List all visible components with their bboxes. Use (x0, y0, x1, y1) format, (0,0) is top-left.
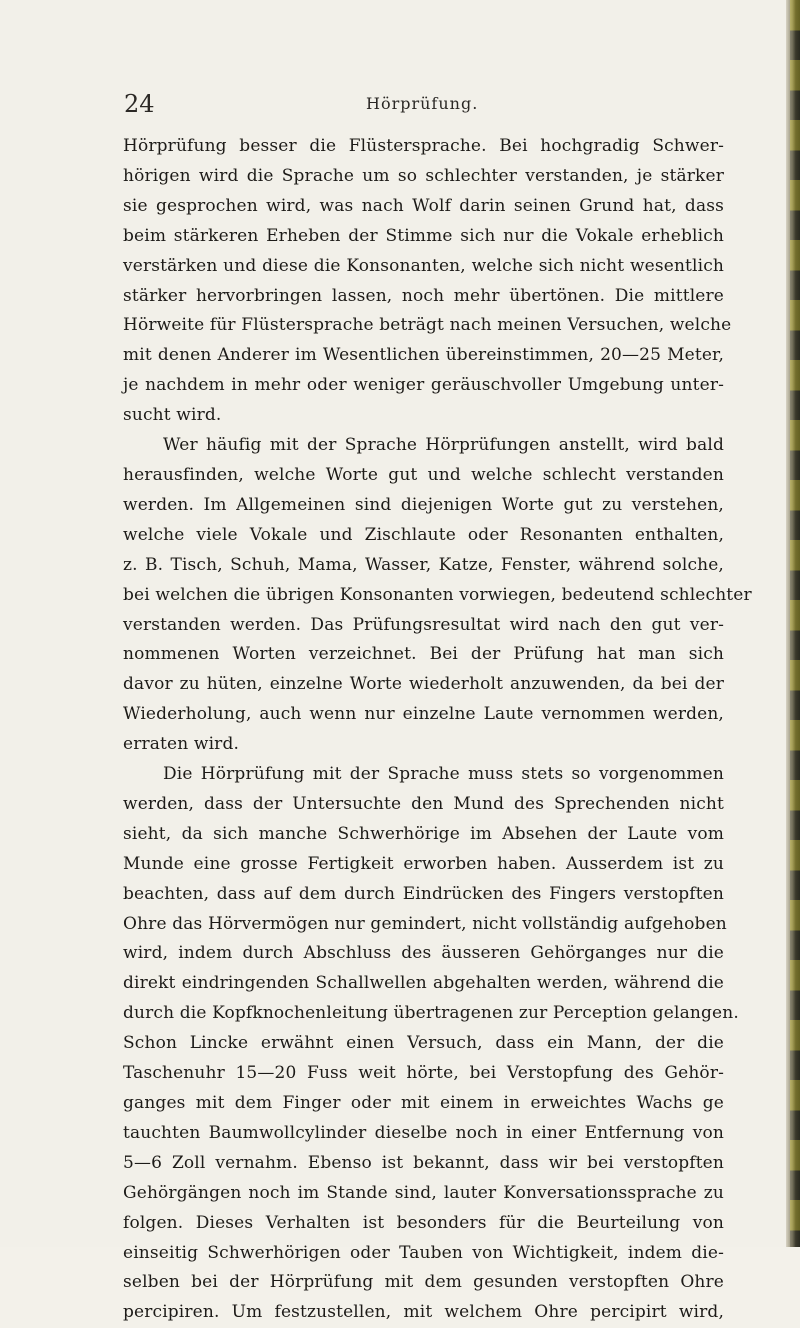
text-line: folgen. Dieses Verhalten ist besonders für die Beurteilung von (123, 1212, 724, 1233)
text-line: beim stärkeren Erheben der Stimme sich nur die Vokale erheblich (123, 225, 724, 246)
text-line: Gehörgängen noch im Stande sind, lauter Konversationssprache zu (123, 1182, 724, 1203)
text-line: Ohre das Hörvermögen nur gemindert, nicht vollständig aufgehoben (123, 913, 727, 934)
body-text (123, 132, 752, 1328)
text-line: beachten, dass auf dem durch Eindrücken des Fingers verstopften (123, 883, 724, 904)
text-line: mit denen Anderer im Wesentlichen übereinstimmen, 20—25 Meter, (123, 345, 724, 366)
text-line: 5—6 Zoll vernahm. Ebenso ist bekannt, dass wir bei verstopften (123, 1152, 724, 1173)
text-line: werden. Im Allgemeinen sind diejenigen Worte gut zu verstehen, (123, 494, 724, 515)
text-line: Wer häufig mit der Sprache Hörprüfungen anstellt, wird bald (163, 435, 724, 456)
text-line: herausfinden, welche Worte gut und welche schlecht verstanden (123, 464, 724, 485)
page-header (124, 88, 724, 122)
text-line: welche viele Vokale und Zischlaute oder Resonanten enthalten, (123, 524, 724, 545)
text-line: ganges mit dem Finger oder mit einem in erweichtes Wachs ge (123, 1093, 724, 1113)
text-line: davor zu hüten, einzelne Worte wiederholt anzuwenden, da bei der (123, 674, 724, 695)
text-line: bei welchen die übrigen Konsonanten vorwiegen, bedeutend schlechter (123, 584, 752, 605)
page-edge-tint (790, 0, 800, 1247)
text-line: einseitig Schwerhörigen oder Tauben von Wichtigkeit, indem die- (123, 1242, 724, 1263)
text-line: Schon Lincke erwähnt einen Versuch, dass ein Mann, der die (123, 1033, 724, 1054)
text-line: nommenen Worten verzeichnet. Bei der Prüfung hat man sich (123, 644, 724, 665)
text-line: sieht, da sich manche Schwerhörige im Absehen der Laute vom (123, 823, 724, 844)
text-line: sie gesprochen wird, was nach Wolf darin seinen Grund hat, dass (123, 195, 724, 216)
text-line: verstanden werden. Das Prüfungsresultat wird nach den gut ver- (123, 614, 724, 635)
text-line: je nachdem in mehr oder weniger geräuschvoller Umgebung unter- (123, 375, 724, 396)
text-line: Hörweite für Flüstersprache beträgt nach meinen Versuchen, welche (123, 315, 732, 336)
text-line: wird, indem durch Abschluss des äusseren Gehörganges nur die (123, 943, 724, 964)
text-line: direkt eindringenden Schallwellen abgehalten werden, während die (123, 973, 724, 994)
text-line: tauchten Baumwollcylinder dieselbe noch in einer Entfernung von (123, 1122, 724, 1143)
text-line: durch die Kopfknochenleitung übertragenen zur Perception gelangen. (123, 1003, 739, 1024)
text-line: percipiren. Um festzustellen, mit welchem Ohre percipirt wird, (123, 1302, 724, 1323)
running-head: Hörprüfung. (366, 94, 479, 113)
text-line: z. B. Tisch, Schuh, Mama, Wasser, Katze, Fenster, während solche, (123, 554, 724, 575)
text-line: verstärken und diese die Konsonanten, welche sich nicht wesentlich (123, 255, 724, 276)
page-number: 24 (124, 90, 155, 118)
text-line: Die Hörprüfung mit der Sprache muss stets so vorgenommen (163, 764, 724, 785)
text-line: sucht wird. (123, 405, 222, 426)
text-line: Hörprüfung besser die Flüstersprache. Bei hochgradig Schwer- (123, 136, 724, 156)
text-line: Taschenuhr 15—20 Fuss weit hörte, bei Verstopfung des Gehör- (123, 1063, 724, 1084)
text-line: erraten wird. (123, 734, 240, 755)
text-line: selben bei der Hörprüfung mit dem gesunden verstopften Ohre (123, 1272, 724, 1293)
text-line: Munde eine grosse Fertigkeit erworben haben. Ausserdem ist zu (123, 853, 724, 874)
text-line: stärker hervorbringen lassen, noch mehr übertönen. Die mittlere (123, 285, 724, 306)
text-line: Wiederholung, auch wenn nur einzelne Laute vernommen werden, (123, 704, 724, 725)
text-line: hörigen wird die Sprache um so schlechter verstanden, je stärker (123, 165, 724, 186)
text-line: werden, dass der Untersuchte den Mund des Sprechenden nicht (123, 793, 724, 814)
